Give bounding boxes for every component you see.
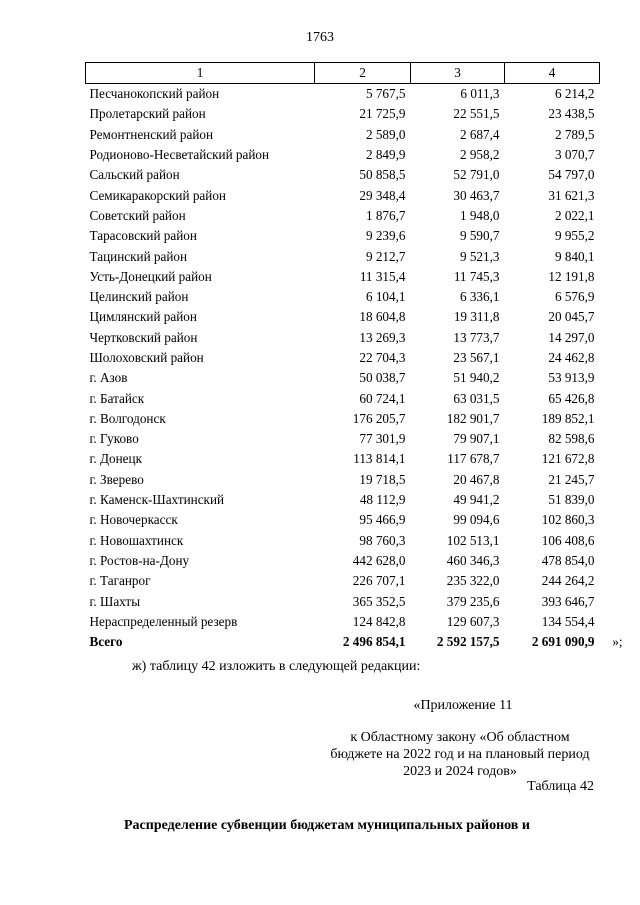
row-value-2023: 11 745,3 — [453, 268, 500, 284]
table-row — [86, 429, 600, 449]
row-name: г. Зверево — [89, 471, 144, 487]
row-value-2022: 9 239,6 — [365, 228, 406, 244]
table-row — [86, 206, 600, 226]
total-suffix: »; — [612, 634, 623, 650]
table-row — [86, 409, 600, 429]
row-value-2024: 12 191,8 — [548, 268, 595, 284]
row-value-2022: 77 301,9 — [359, 431, 406, 447]
row-value-2024: 23 438,5 — [548, 106, 595, 122]
row-value-2023: 13 773,7 — [453, 329, 500, 345]
row-value-2024: 478 854,0 — [541, 552, 595, 568]
row-value-2024: 24 462,8 — [548, 350, 595, 365]
row-value-2024: 6 576,9 — [554, 289, 595, 305]
row-value-2024: 82 598,6 — [548, 431, 595, 447]
total-value-2024: 2 691 090,9 — [531, 634, 595, 650]
row-value-2023: 49 941,2 — [453, 492, 500, 508]
row-value-2024: 65 426,8 — [548, 390, 595, 406]
row-value-2024: 9 955,2 — [554, 228, 595, 244]
table-label: Таблица 42 — [527, 779, 594, 794]
table-row — [86, 246, 600, 266]
table-row — [86, 571, 600, 591]
row-value-2023: 379 235,6 — [446, 593, 500, 609]
table-row — [86, 551, 600, 571]
total-value-2023: 2 592 157,5 — [436, 634, 500, 650]
row-value-2022: 5 767,5 — [365, 86, 406, 102]
row-name: Ремонтненский район — [89, 126, 214, 142]
table-row — [86, 612, 600, 632]
row-value-2024: 31 621,3 — [548, 187, 595, 203]
row-value-2022: 60 724,1 — [359, 390, 406, 406]
row-value-2024: 6 214,2 — [554, 86, 595, 102]
table-row — [86, 125, 600, 145]
table-row — [86, 510, 600, 530]
row-value-2023: 102 513,1 — [446, 532, 500, 548]
table-row — [86, 368, 600, 388]
row-name: Цимлянский район — [89, 309, 197, 325]
table-row — [86, 287, 600, 307]
row-value-2023: 129 607,3 — [446, 613, 500, 629]
row-name: г. Волгодонск — [89, 410, 166, 426]
row-value-2023: 2 958,2 — [459, 147, 500, 163]
table-row — [86, 490, 600, 510]
row-name: Советский район — [89, 207, 186, 223]
row-value-2024: 53 913,9 — [548, 370, 595, 386]
row-value-2024: 20 045,7 — [548, 309, 595, 325]
row-name: Родионово-Несветайский район — [89, 147, 270, 163]
row-value-2023: 20 467,8 — [453, 471, 500, 487]
row-name: Усть-Донецкий район — [89, 268, 212, 284]
row-value-2023: 6 336,1 — [459, 289, 500, 305]
row-value-2022: 2 589,0 — [365, 126, 406, 142]
row-name: Чертковский район — [89, 329, 198, 345]
row-value-2024: 121 672,8 — [541, 451, 595, 467]
row-name: Нераспределенный резерв — [89, 613, 238, 629]
row-value-2022: 50 038,7 — [359, 370, 406, 386]
row-name: г. Гуково — [89, 431, 139, 447]
row-value-2022: 113 814,1 — [353, 451, 406, 467]
table-row — [86, 104, 600, 124]
row-name: Шолоховский район — [89, 350, 204, 365]
total-label: Всего — [89, 634, 123, 650]
row-value-2022: 95 466,9 — [359, 512, 406, 528]
row-value-2024: 14 297,0 — [548, 329, 595, 345]
row-value-2023: 52 791,0 — [453, 167, 500, 183]
total-value-2024-wrap — [509, 634, 623, 650]
table-row — [86, 267, 600, 287]
row-name: г. Батайск — [89, 390, 145, 406]
row-value-2022: 19 718,5 — [359, 471, 406, 487]
row-value-2024: 102 860,3 — [541, 512, 595, 528]
row-value-2022: 11 315,4 — [359, 268, 406, 284]
row-value-2022: 98 760,3 — [359, 532, 406, 548]
row-name: Сальский район — [89, 167, 180, 183]
row-value-2022: 124 842,8 — [352, 613, 406, 629]
row-value-2022: 442 628,0 — [352, 552, 406, 568]
row-value-2024: 189 852,1 — [541, 410, 595, 426]
header-col-2: 2 — [315, 63, 411, 84]
appendix-title: «Приложение 11 — [413, 698, 513, 713]
row-name: Тарасовский район — [89, 228, 197, 244]
row-value-2022: 365 352,5 — [352, 593, 406, 609]
row-name: Целинский район — [89, 289, 189, 305]
row-value-2022: 1 876,7 — [365, 207, 406, 223]
section-heading: Распределение субвенции бюджетам муниципальных районов и — [124, 818, 530, 833]
row-value-2024: 244 264,2 — [541, 573, 595, 589]
row-value-2024: 134 554,4 — [541, 613, 595, 629]
row-value-2023: 6 011,3 — [460, 86, 500, 102]
row-name: г. Таганрог — [89, 573, 151, 589]
row-value-2023: 19 311,8 — [453, 309, 500, 325]
row-name: Тацинский район — [89, 248, 188, 264]
table-row — [86, 165, 600, 185]
row-value-2022: 9 212,7 — [365, 248, 406, 264]
page-number: 1763 — [306, 30, 334, 45]
table-row — [86, 84, 600, 105]
table-row — [86, 226, 600, 246]
row-value-2022: 18 604,8 — [359, 309, 406, 325]
row-name: г. Новочеркасск — [89, 512, 178, 528]
table-row — [86, 388, 600, 408]
subvention-table — [85, 62, 623, 652]
row-value-2022: 22 704,3 — [359, 350, 406, 365]
table-row — [86, 531, 600, 551]
row-value-2023: 9 521,3 — [459, 248, 500, 264]
row-value-2024: 21 245,7 — [548, 471, 595, 487]
row-value-2024: 393 646,7 — [541, 593, 595, 609]
table-row — [86, 449, 600, 469]
appendix-reference — [330, 697, 590, 780]
row-value-2023: 22 551,5 — [453, 106, 500, 122]
total-value-2022: 2 496 854,1 — [342, 634, 406, 650]
header-col-3: 3 — [411, 63, 505, 84]
row-value-2022: 48 112,9 — [359, 492, 406, 508]
row-value-2022: 50 858,5 — [359, 167, 406, 183]
row-value-2023: 51 940,2 — [453, 370, 500, 386]
amendment-instruction: ж) таблицу 42 изложить в следующей редакции: — [132, 659, 421, 674]
row-value-2022: 21 725,9 — [359, 106, 406, 122]
row-name: Семикаракорский район — [89, 187, 226, 203]
row-value-2023: 23 567,1 — [453, 350, 500, 365]
row-name: Пролетарский район — [89, 106, 206, 122]
row-value-2023: 99 094,6 — [453, 512, 500, 528]
table-row — [86, 328, 600, 348]
row-value-2024: 51 839,0 — [548, 492, 595, 508]
row-value-2023: 63 031,5 — [453, 390, 500, 406]
row-value-2023: 30 463,7 — [453, 187, 500, 203]
table-row — [86, 145, 600, 165]
table-row — [86, 185, 600, 205]
row-value-2023: 235 322,0 — [446, 573, 500, 589]
header-col-1: 1 — [86, 63, 315, 84]
row-value-2024: 2 022,1 — [554, 207, 595, 223]
row-name: г. Шахты — [89, 593, 141, 609]
table-row — [86, 307, 600, 327]
row-value-2022: 13 269,3 — [359, 329, 406, 345]
table-body — [86, 84, 623, 653]
row-value-2022: 176 205,7 — [352, 410, 406, 426]
table-row — [86, 591, 600, 611]
row-value-2023: 2 687,4 — [459, 126, 500, 142]
row-value-2023: 79 907,1 — [453, 431, 500, 447]
row-name: Песчанокопский район — [89, 86, 220, 102]
header-col-4: 4 — [505, 63, 600, 84]
appendix-text: к Областному закону «Об областном бюджете на 2022 год и на плановый период 2023 и 2024 годов» — [330, 730, 590, 779]
table-row — [86, 470, 600, 490]
row-name: г. Ростов-на-Дону — [89, 552, 190, 568]
table-row — [86, 348, 600, 368]
row-value-2024: 54 797,0 — [548, 167, 595, 183]
row-name: г. Новошахтинск — [89, 532, 184, 548]
row-value-2023: 1 948,0 — [459, 207, 500, 223]
row-value-2024: 2 789,5 — [554, 126, 595, 142]
row-value-2022: 226 707,1 — [352, 573, 406, 589]
row-value-2023: 182 901,7 — [446, 410, 500, 426]
total-value-2024-cell — [505, 632, 623, 652]
row-value-2022: 2 849,9 — [365, 147, 406, 163]
row-value-2022: 6 104,1 — [365, 289, 406, 305]
row-value-2023: 9 590,7 — [459, 228, 500, 244]
row-value-2023: 117 678,7 — [447, 451, 500, 467]
row-value-2022: 29 348,4 — [359, 187, 406, 203]
total-row — [86, 632, 600, 652]
table-header — [86, 63, 600, 84]
row-name: г. Каменск-Шахтинский — [89, 492, 225, 508]
row-value-2024: 106 408,6 — [541, 532, 595, 548]
row-value-2024: 9 840,1 — [554, 248, 595, 264]
row-value-2024: 3 070,7 — [554, 147, 595, 163]
row-name: г. Азов — [89, 370, 128, 386]
row-name: г. Донецк — [89, 451, 142, 467]
row-value-2023: 460 346,3 — [446, 552, 500, 568]
